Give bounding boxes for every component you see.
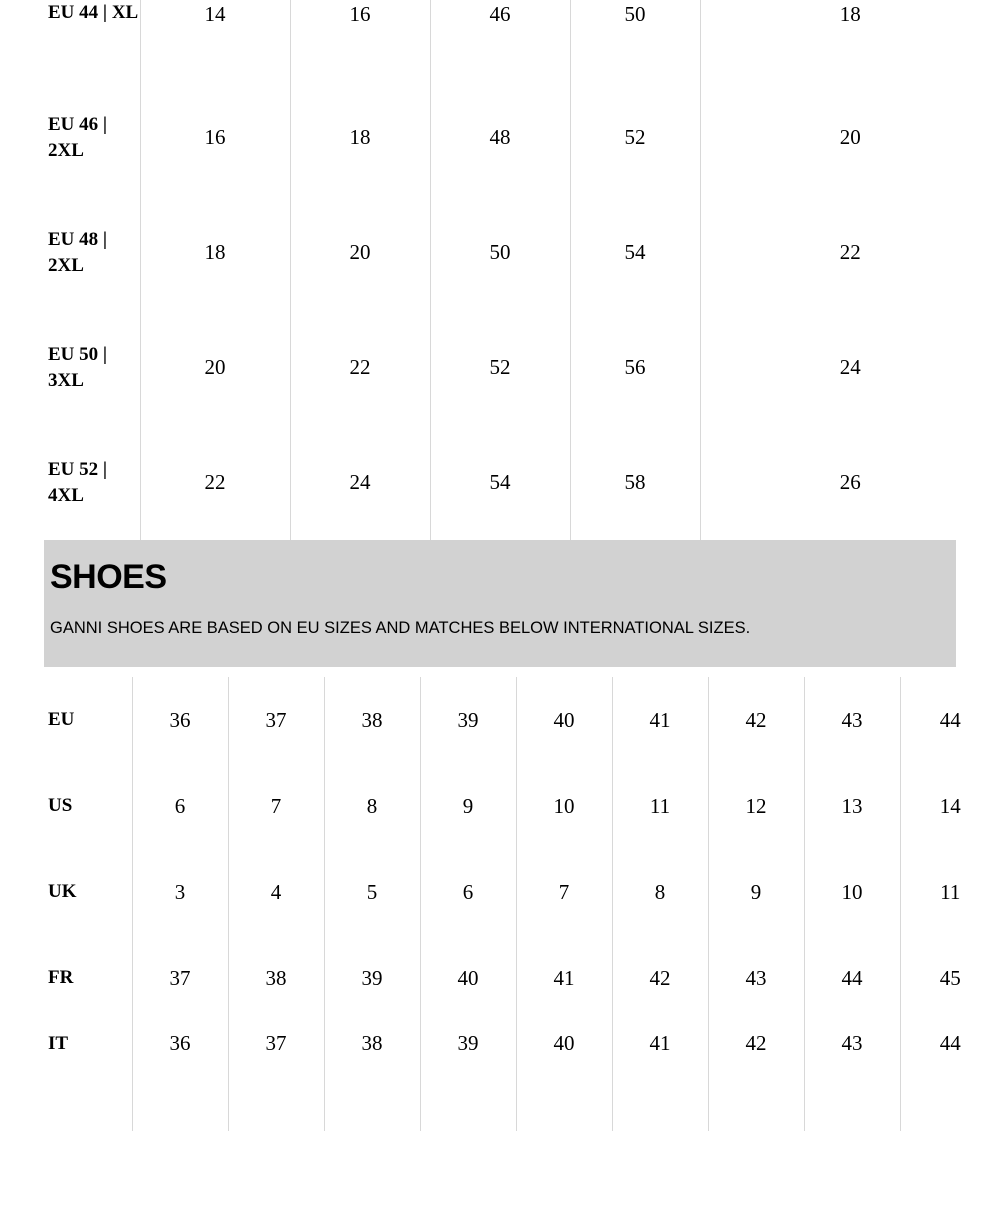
shoes-cell: 5 <box>324 849 420 935</box>
shoes-cell: 8 <box>612 849 708 935</box>
shoes-cell: 43 <box>804 1021 900 1131</box>
shoes-cell: 8 <box>324 763 420 849</box>
shoes-cell: 40 <box>420 935 516 1021</box>
apparel-cell: 18 <box>290 80 430 195</box>
shoes-cell: 37 <box>228 1021 324 1131</box>
shoes-cell: 37 <box>132 935 228 1021</box>
table-row <box>0 195 1000 310</box>
table-row <box>0 80 1000 195</box>
apparel-row-size: EU 44 | XL <box>0 0 140 80</box>
shoes-row-label: EU <box>0 677 132 763</box>
shoes-cell: 41 <box>516 935 612 1021</box>
shoes-cell: 42 <box>708 677 804 763</box>
table-row <box>0 425 1000 540</box>
apparel-cell: 22 <box>290 310 430 425</box>
shoes-cell: 38 <box>324 1021 420 1131</box>
shoes-cell: 37 <box>228 677 324 763</box>
table-row <box>0 849 1000 935</box>
apparel-cell: 22 <box>839 240 861 264</box>
apparel-cell: 48 <box>430 80 570 195</box>
shoes-cell: 6 <box>420 849 516 935</box>
shoes-cell: 10 <box>516 763 612 849</box>
shoes-cell: 14 <box>939 793 961 818</box>
shoes-cell: 44 <box>804 935 900 1021</box>
shoes-cell: 41 <box>612 1021 708 1131</box>
shoes-cell: 12 <box>708 763 804 849</box>
shoes-section-subtitle: GANNI SHOES ARE BASED ON EU SIZES AND MATCHES BELOW INTERNATIONAL SIZES. <box>50 618 751 637</box>
shoes-cell: 41 <box>612 677 708 763</box>
shoes-cell: 36 <box>132 1021 228 1131</box>
shoes-cell: 43 <box>708 935 804 1021</box>
table-row <box>0 310 1000 425</box>
apparel-cell: 52 <box>430 310 570 425</box>
shoes-size-table <box>0 677 1000 1131</box>
table-row <box>0 935 1000 1021</box>
shoes-section-banner <box>44 540 956 667</box>
shoes-cell: 13 <box>804 763 900 849</box>
apparel-cell: 50 <box>570 0 700 80</box>
table-row <box>0 763 1000 849</box>
apparel-row-size: EU 46 | 2XL <box>0 80 140 195</box>
apparel-cell: 24 <box>290 425 430 540</box>
apparel-row-size: EU 50 | 3XL <box>0 310 140 425</box>
apparel-cell: 58 <box>570 425 700 540</box>
shoes-cell: 42 <box>708 1021 804 1131</box>
table-row <box>0 1021 1000 1131</box>
shoes-cell: 7 <box>228 763 324 849</box>
shoes-cell: 10 <box>804 849 900 935</box>
shoes-cell: 44 <box>939 1031 961 1056</box>
apparel-cell: 56 <box>570 310 700 425</box>
shoes-cell: 36 <box>132 677 228 763</box>
shoes-cell: 11 <box>940 879 961 904</box>
apparel-cell: 52 <box>570 80 700 195</box>
shoes-cell: 3 <box>132 849 228 935</box>
shoes-cell: 43 <box>804 677 900 763</box>
apparel-cell: 14 <box>140 0 290 80</box>
apparel-cell: 18 <box>839 2 861 26</box>
shoes-cell: 38 <box>228 935 324 1021</box>
shoes-row-label: US <box>0 763 132 849</box>
shoes-row-label: UK <box>0 849 132 935</box>
shoes-cell: 44 <box>939 707 961 732</box>
apparel-cell: 20 <box>839 125 861 149</box>
shoes-cell: 40 <box>516 677 612 763</box>
apparel-cell: 54 <box>570 195 700 310</box>
shoes-cell: 38 <box>324 677 420 763</box>
shoes-cell: 9 <box>420 763 516 849</box>
apparel-cell: 26 <box>839 470 861 494</box>
shoes-cell: 11 <box>612 763 708 849</box>
shoes-cell: 40 <box>516 1021 612 1131</box>
apparel-cell: 20 <box>140 310 290 425</box>
shoes-cell: 39 <box>420 1021 516 1131</box>
apparel-cell: 54 <box>430 425 570 540</box>
apparel-cell: 20 <box>290 195 430 310</box>
shoes-cell: 4 <box>228 849 324 935</box>
apparel-cell: 16 <box>140 80 290 195</box>
shoes-cell: 39 <box>420 677 516 763</box>
table-row <box>0 677 1000 763</box>
shoes-cell: 9 <box>708 849 804 935</box>
shoes-row-label: IT <box>0 1021 132 1131</box>
apparel-row-size: EU 52 | 4XL <box>0 425 140 540</box>
apparel-cell: 18 <box>140 195 290 310</box>
apparel-row-size: EU 48 | 2XL <box>0 195 140 310</box>
shoes-cell: 42 <box>612 935 708 1021</box>
apparel-cell: 22 <box>140 425 290 540</box>
shoes-cell: 39 <box>324 935 420 1021</box>
shoes-cell: 6 <box>132 763 228 849</box>
shoes-cell: 45 <box>939 965 961 990</box>
shoes-row-label: FR <box>0 935 132 1021</box>
apparel-cell: 46 <box>430 0 570 80</box>
shoes-cell: 7 <box>516 849 612 935</box>
apparel-cell: 16 <box>290 0 430 80</box>
shoes-section-title: SHOES <box>50 558 167 596</box>
apparel-cell: 50 <box>430 195 570 310</box>
apparel-size-table <box>0 0 1000 540</box>
apparel-cell: 24 <box>839 355 861 379</box>
table-row <box>0 0 1000 80</box>
